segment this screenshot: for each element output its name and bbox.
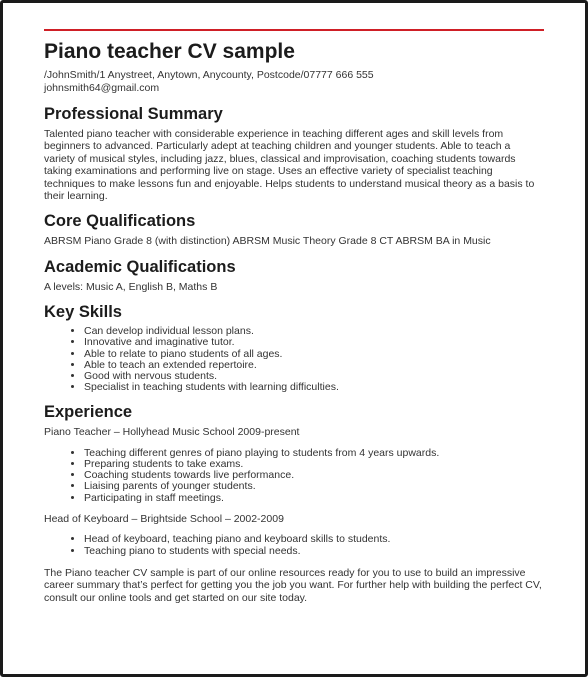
list-item: • Teaching different genres of piano playing to students from 4 years upwards.: [84, 448, 544, 459]
core-text: ABRSM Piano Grade 8 (with distinction) ABRSM Music Theory Grade 8 CT ABRSM BA in Music: [44, 235, 491, 248]
core-heading: Core Qualifications: [44, 212, 196, 231]
cv-document: [44, 30, 544, 604]
skills-list: [44, 326, 544, 393]
skills-heading: Key Skills: [44, 303, 122, 322]
list-item: • Preparing students to take exams.: [84, 459, 544, 470]
list-item: • Head of keyboard, teaching piano and keyboard skills to students.: [84, 534, 544, 545]
contact-line: /JohnSmith/1 Anystreet, Anytown, Anycounty, Postcode/07777 666 555: [44, 69, 374, 81]
job-duties-list: [44, 448, 544, 504]
summary-heading: Professional Summary: [44, 105, 223, 123]
summary-text: Talented piano teacher with considerable experience in teaching different ages and skill levels from beginners to advanced. Particularly adept at teaching children and younger students. Able to teach a variety of musical styles, including jazz, blues, classical and improvisation, coaching students towards taking examinations and performing live on stage. Uses an effective variety of specialist teaching techniques to make lessons fun and enjoyable. Helps students to understand musical theory as a basis to their learning.: [44, 128, 535, 203]
job-title: Head of Keyboard – Brightside School – 2002-2009: [44, 512, 284, 525]
academic-heading: Academic Qualifications: [44, 257, 236, 276]
footer-note: The Piano teacher CV sample is part of our online resources ready for you to use to build an impressive career summary that’s perfect for getting you the job you want. For further help with building the perfect CV, consult our online tools and get started on our site today.: [44, 566, 542, 604]
list-item: • Able to relate to piano students of all ages.: [84, 349, 544, 360]
page-title: Piano teacher CV sample: [44, 40, 295, 63]
list-item: • Innovative and imaginative tutor.: [84, 337, 544, 348]
academic-text: A levels: Music A, English B, Maths B: [44, 280, 218, 293]
list-item: • Able to teach an extended repertoire.: [84, 360, 544, 371]
list-item: • Good with nervous students.: [84, 371, 544, 382]
list-item: • Teaching piano to students with special needs.: [84, 546, 544, 557]
experience-heading: Experience: [44, 403, 133, 422]
list-item: • Specialist in teaching students with learning difficulties.: [84, 382, 544, 393]
contact-email: johnsmith64@gmail.com: [44, 82, 160, 94]
list-item: • Liaising parents of younger students.: [84, 481, 544, 492]
job-duties-list: [44, 534, 544, 556]
job-title: Piano Teacher – Hollyhead Music School 2009-present: [44, 426, 300, 439]
list-item: • Participating in staff meetings.: [84, 493, 544, 504]
list-item: • Coaching students towards live performance.: [84, 470, 544, 481]
list-item: • Can develop individual lesson plans.: [84, 326, 544, 337]
